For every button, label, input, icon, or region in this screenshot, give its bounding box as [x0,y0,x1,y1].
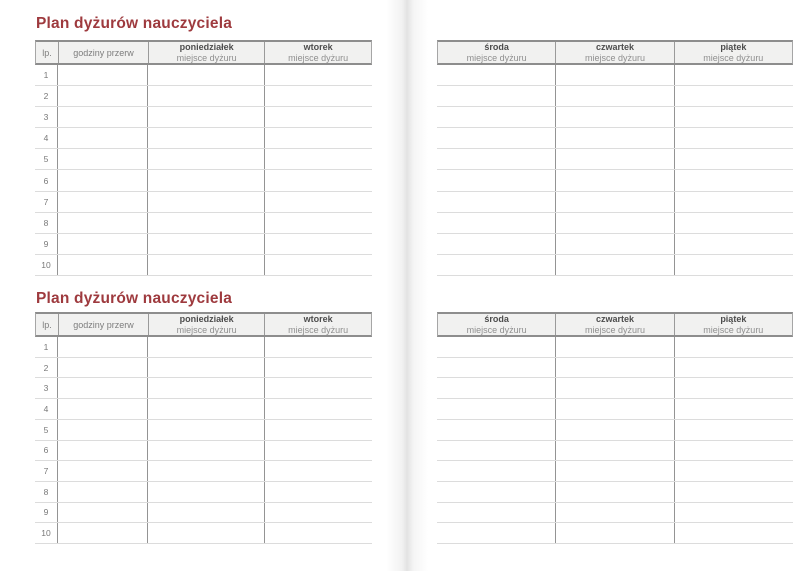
duty-place-cell [265,420,372,440]
duty-place-cell [148,399,265,419]
duty-place-cell [556,378,675,398]
row-number-cell: 7 [35,461,58,481]
table-row [437,213,793,234]
table-row [35,234,372,255]
table-row [437,441,793,462]
table-row [35,441,372,462]
duty-place-cell [437,358,556,378]
duty-place-cell [265,523,372,543]
table-row [35,128,372,149]
col-monday-header [149,314,265,335]
table-row [437,234,793,255]
row-number-cell: 2 [35,86,58,106]
duty-place-cell [675,378,793,398]
table-row [437,86,793,107]
day-name-label: czwartek [595,314,634,324]
col-friday-header [675,42,792,63]
duty-place-cell [265,192,372,212]
duty-table-body [35,337,372,544]
duty-place-cell [58,192,148,212]
duty-place-cell [58,149,148,169]
table-row [437,378,793,399]
duty-place-label: miejsce dyżuru [466,52,527,63]
row-number-cell: 10 [35,523,58,543]
page-title: Plan dyżurów nauczyciela [36,15,233,32]
duty-place-cell [265,128,372,148]
duty-place-cell [148,441,265,461]
duty-place-cell [675,503,793,523]
duty-place-cell [437,523,556,543]
table-row [437,170,793,191]
col-break-hours-label: godziny przerw [73,47,134,58]
duty-table-body [437,337,793,544]
row-number-cell: 5 [35,420,58,440]
duty-place-cell [265,358,372,378]
col-break-hours-label: godziny przerw [73,319,134,330]
duty-place-cell [556,234,675,254]
table-row [35,482,372,503]
col-tuesday-header [265,42,371,63]
table-row [35,523,372,544]
duty-place-label: miejsce dyżuru [176,52,237,63]
duty-place-cell [265,337,372,357]
duty-place-cell [675,128,793,148]
duty-place-cell [675,461,793,481]
duty-place-cell [556,399,675,419]
row-number-cell: 3 [35,107,58,127]
col-break-hours-header [59,42,149,63]
duty-place-cell [58,378,148,398]
day-name-label: wtorek [303,314,333,324]
duty-place-cell [675,234,793,254]
table-row [35,213,372,234]
duty-place-cell [148,523,265,543]
duty-place-cell [265,149,372,169]
duty-place-cell [58,461,148,481]
duty-place-cell [58,128,148,148]
table-row [35,378,372,399]
duty-place-cell [58,234,148,254]
duty-place-cell [58,170,148,190]
row-number-cell: 10 [35,255,58,275]
table-row [35,65,372,86]
page-gutter-shadow [386,0,428,571]
duty-place-cell [58,441,148,461]
table-row [437,399,793,420]
duty-place-cell [556,192,675,212]
duty-place-cell [265,170,372,190]
duty-place-cell [675,399,793,419]
duty-place-cell [58,358,148,378]
duty-place-cell [675,255,793,275]
duty-place-cell [437,192,556,212]
duty-place-cell [675,149,793,169]
col-lp-header [36,314,59,335]
duty-place-cell [675,523,793,543]
duty-place-cell [265,86,372,106]
duty-place-cell [675,441,793,461]
duty-place-cell [556,337,675,357]
table-row [35,107,372,128]
duty-place-cell [437,420,556,440]
duty-place-cell [265,378,372,398]
duty-place-label: miejsce dyżuru [584,324,645,335]
duty-place-label: miejsce dyżuru [703,52,764,63]
row-number-cell: 5 [35,149,58,169]
duty-place-cell [437,441,556,461]
duty-place-cell [148,337,265,357]
duty-place-cell [556,213,675,233]
duty-table-header [437,312,793,337]
duty-place-cell [148,128,265,148]
row-number-cell: 7 [35,192,58,212]
duty-place-cell [437,482,556,502]
duty-table-left-2 [35,312,372,544]
day-name-label: wtorek [303,42,333,52]
col-monday-header [149,42,265,63]
duty-place-cell [556,149,675,169]
table-row [35,170,372,191]
duty-place-cell [148,503,265,523]
table-row [437,523,793,544]
duty-place-cell [148,461,265,481]
duty-place-cell [556,255,675,275]
col-lp-header [36,42,59,63]
row-number-cell: 4 [35,399,58,419]
col-break-hours-header [59,314,149,335]
duty-place-cell [675,420,793,440]
duty-place-cell [148,213,265,233]
duty-place-cell [437,255,556,275]
day-name-label: poniedziałek [179,42,234,52]
duty-place-cell [556,441,675,461]
table-row [35,337,372,358]
duty-place-cell [556,358,675,378]
duty-place-cell [58,523,148,543]
duty-place-cell [148,86,265,106]
table-row [437,337,793,358]
table-row [437,503,793,524]
duty-place-cell [437,128,556,148]
duty-place-cell [437,337,556,357]
duty-place-cell [148,234,265,254]
duty-place-cell [556,86,675,106]
duty-place-cell [58,255,148,275]
duty-place-cell [675,65,793,85]
duty-place-cell [148,65,265,85]
table-row [35,192,372,213]
duty-place-cell [437,378,556,398]
duty-place-cell [265,234,372,254]
duty-place-cell [437,213,556,233]
duty-place-cell [437,461,556,481]
duty-place-cell [265,461,372,481]
duty-place-cell [437,399,556,419]
duty-place-cell [148,170,265,190]
row-number-cell: 1 [35,337,58,357]
duty-place-cell [58,65,148,85]
duty-place-cell [58,399,148,419]
duty-place-cell [437,170,556,190]
duty-place-cell [265,213,372,233]
col-wednesday-header [438,314,556,335]
row-number-cell: 9 [35,503,58,523]
day-name-label: środa [484,314,509,324]
duty-place-cell [556,420,675,440]
duty-place-label: miejsce dyżuru [288,324,349,335]
duty-place-cell [265,65,372,85]
duty-place-cell [265,399,372,419]
day-name-label: piątek [720,314,747,324]
duty-place-cell [58,420,148,440]
duty-place-cell [265,107,372,127]
row-number-cell: 3 [35,378,58,398]
duty-place-cell [556,482,675,502]
duty-place-cell [675,358,793,378]
table-row [35,358,372,379]
table-row [437,358,793,379]
duty-place-cell [675,337,793,357]
col-thursday-header [556,42,674,63]
duty-place-label: miejsce dyżuru [466,324,527,335]
duty-place-cell [675,213,793,233]
duty-place-cell [265,503,372,523]
col-tuesday-header [265,314,371,335]
col-thursday-header [556,314,674,335]
table-row [35,503,372,524]
duty-place-cell [58,213,148,233]
row-number-cell: 4 [35,128,58,148]
duty-table-body [35,65,372,276]
duty-place-cell [58,337,148,357]
duty-place-cell [556,65,675,85]
duty-place-cell [556,461,675,481]
duty-place-cell [437,107,556,127]
duty-place-cell [148,107,265,127]
col-wednesday-header [438,42,556,63]
table-row [437,107,793,128]
duty-place-cell [148,378,265,398]
duty-place-cell [675,107,793,127]
table-row [437,420,793,441]
table-row [35,420,372,441]
duty-table-header [35,312,372,337]
duty-place-cell [437,86,556,106]
day-name-label: poniedziałek [179,314,234,324]
duty-place-cell [556,170,675,190]
duty-place-cell [437,234,556,254]
duty-place-cell [148,358,265,378]
duty-place-cell [148,192,265,212]
day-name-label: piątek [720,42,747,52]
table-row [437,192,793,213]
duty-table-header [437,40,793,65]
table-row [35,255,372,276]
row-number-cell: 9 [35,234,58,254]
duty-place-label: miejsce dyżuru [176,324,237,335]
duty-place-cell [556,107,675,127]
row-number-cell: 8 [35,213,58,233]
duty-place-cell [58,503,148,523]
duty-place-label: miejsce dyżuru [584,52,645,63]
table-row [35,399,372,420]
duty-place-cell [437,149,556,169]
row-number-cell: 8 [35,482,58,502]
duty-table-right-1 [437,40,793,276]
day-name-label: czwartek [595,42,634,52]
duty-place-cell [58,107,148,127]
duty-place-label: miejsce dyżuru [703,324,764,335]
duty-place-cell [265,482,372,502]
row-number-cell: 6 [35,441,58,461]
duty-table-body [437,65,793,276]
table-row [437,482,793,503]
day-name-label: środa [484,42,509,52]
duty-place-cell [58,86,148,106]
duty-place-cell [675,170,793,190]
duty-place-cell [148,149,265,169]
table-row [437,255,793,276]
table-row [35,149,372,170]
duty-place-cell [675,482,793,502]
duty-place-cell [556,128,675,148]
duty-place-cell [437,65,556,85]
duty-place-cell [265,441,372,461]
duty-place-cell [148,420,265,440]
table-row [437,128,793,149]
duty-place-cell [556,523,675,543]
duty-place-cell [148,255,265,275]
col-lp-label: lp. [42,47,52,58]
table-row [437,461,793,482]
duty-place-cell [148,482,265,502]
table-row [437,149,793,170]
duty-place-cell [675,192,793,212]
duty-place-cell [675,86,793,106]
row-number-cell: 2 [35,358,58,378]
table-row [35,461,372,482]
col-friday-header [675,314,792,335]
page-title: Plan dyżurów nauczyciela [36,290,233,307]
duty-place-cell [58,482,148,502]
col-lp-label: lp. [42,319,52,330]
duty-place-cell [437,503,556,523]
table-row [437,65,793,86]
duty-table-header [35,40,372,65]
duty-table-right-2 [437,312,793,544]
row-number-cell: 1 [35,65,58,85]
row-number-cell: 6 [35,170,58,190]
duty-place-label: miejsce dyżuru [288,52,349,63]
table-row [35,86,372,107]
duty-place-cell [556,503,675,523]
duty-place-cell [265,255,372,275]
duty-table-left-1 [35,40,372,276]
